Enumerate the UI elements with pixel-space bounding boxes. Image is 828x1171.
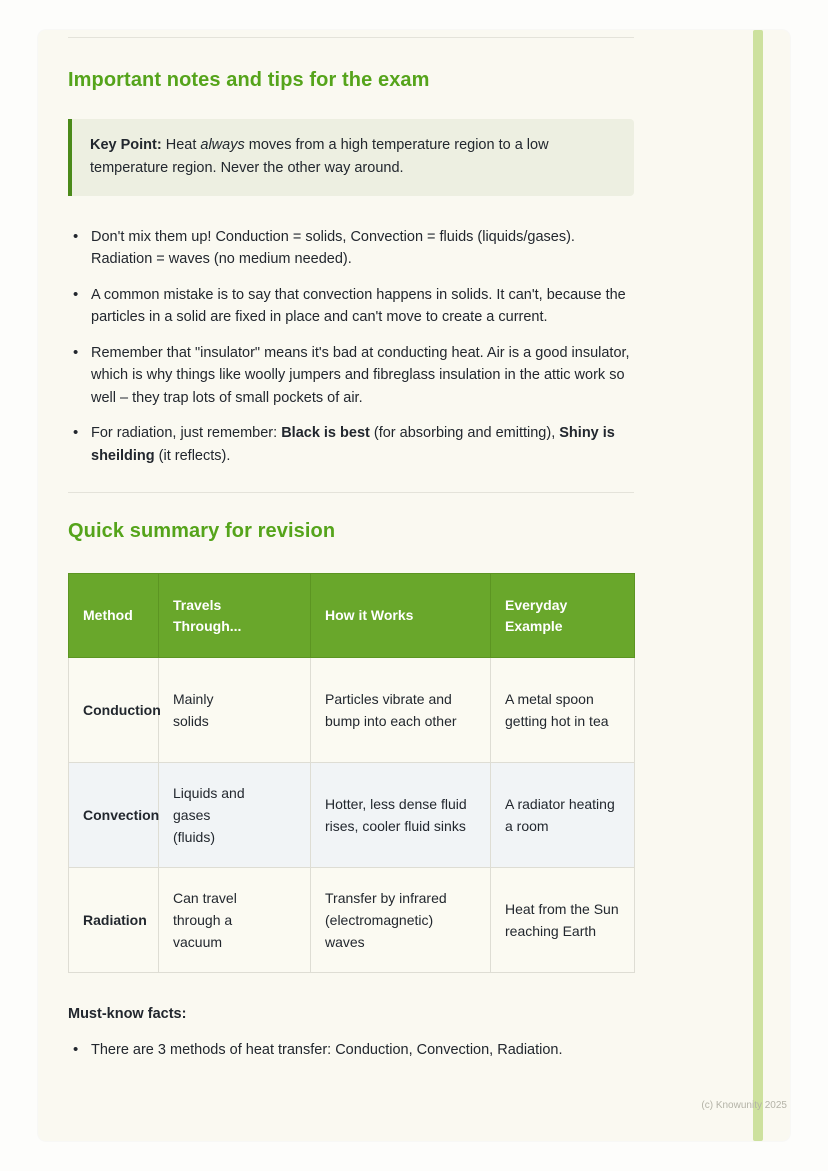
list-item: • A common mistake is to say that convection happens in solids. It can't, because the particles in a solid are fixed in place and can't move to create a current. [68, 284, 634, 329]
cell-example: A metal spoon getting hot in tea [491, 658, 635, 763]
list-item: • Don't mix them up! Conduction = solids, Convection = fluids (liquids/gases). Radiation = waves (no medium needed). [68, 226, 634, 271]
cell-how: Transfer by infrared (electromagnetic) waves [311, 868, 491, 973]
notes-bullet-list [68, 226, 634, 467]
cell-how: Particles vibrate and bump into each other [311, 658, 491, 763]
page-card [38, 30, 790, 1141]
cell-travels: Can travel through a vacuum [159, 868, 311, 973]
bullet4-pre: For radiation, just remember: [91, 425, 282, 442]
cell-method: Radiation [69, 868, 159, 973]
cell-how: Hotter, less dense fluid rises, cooler fluid sinks [311, 763, 491, 868]
callout-text-italic: always [200, 137, 245, 153]
summary-table [68, 573, 635, 973]
table-row [69, 763, 635, 868]
watermark: (c) Knowunity 2025 [701, 1100, 787, 1111]
facts-list [68, 1039, 634, 1061]
bullet4-post: (it reflects). [154, 447, 231, 464]
list-item [68, 422, 634, 467]
cell-travels: Mainly solids [159, 658, 311, 763]
callout-label: Key Point: [90, 137, 162, 153]
bullet4-bold-2: Shiny is sheilding [91, 425, 615, 464]
table-row [69, 868, 635, 973]
header-cell-how-it-works: How it Works [311, 574, 491, 658]
bullet4-bold-1: Black is best [281, 425, 370, 442]
bullet4-mid: (for absorbing and emitting), [369, 425, 560, 442]
content-column [68, 30, 634, 1062]
notes-section-title: Important notes and tips for the exam [68, 69, 430, 91]
accent-strip [753, 30, 763, 1141]
section-divider [68, 492, 634, 493]
list-item: • Remember that "insulator" means it's bad at conducting heat. Air is a good insulator, which is why things like woolly jumpers and fibreglass insulation in the attic work so well – they trap lots of small pockets of air. [68, 342, 634, 409]
cell-example: A radiator heating a room [491, 763, 635, 868]
callout-text-post: moves from a high temperature region to a low temperature region. Never the other way around. [90, 137, 549, 177]
header-cell-method: Method [69, 574, 159, 658]
top-divider [68, 37, 634, 38]
table-row [69, 658, 635, 763]
cell-travels: Liquids and gases (fluids) [159, 763, 311, 868]
cell-example: Heat from the Sun reaching Earth [491, 868, 635, 973]
facts-title: Must-know facts: [68, 1006, 187, 1023]
callout-text-pre: Heat [161, 137, 201, 153]
cell-method: Convection [69, 763, 159, 868]
header-cell-everyday-example: Everyday Example [491, 574, 635, 658]
summary-section-title: Quick summary for revision [68, 520, 336, 543]
header-cell-travels-through: Travels Through... [159, 574, 311, 658]
table-header-row [69, 574, 635, 658]
list-item: • There are 3 methods of heat transfer: Conduction, Convection, Radiation. [68, 1039, 634, 1061]
keypoint-callout [68, 119, 634, 196]
cell-method: Conduction [69, 658, 159, 763]
